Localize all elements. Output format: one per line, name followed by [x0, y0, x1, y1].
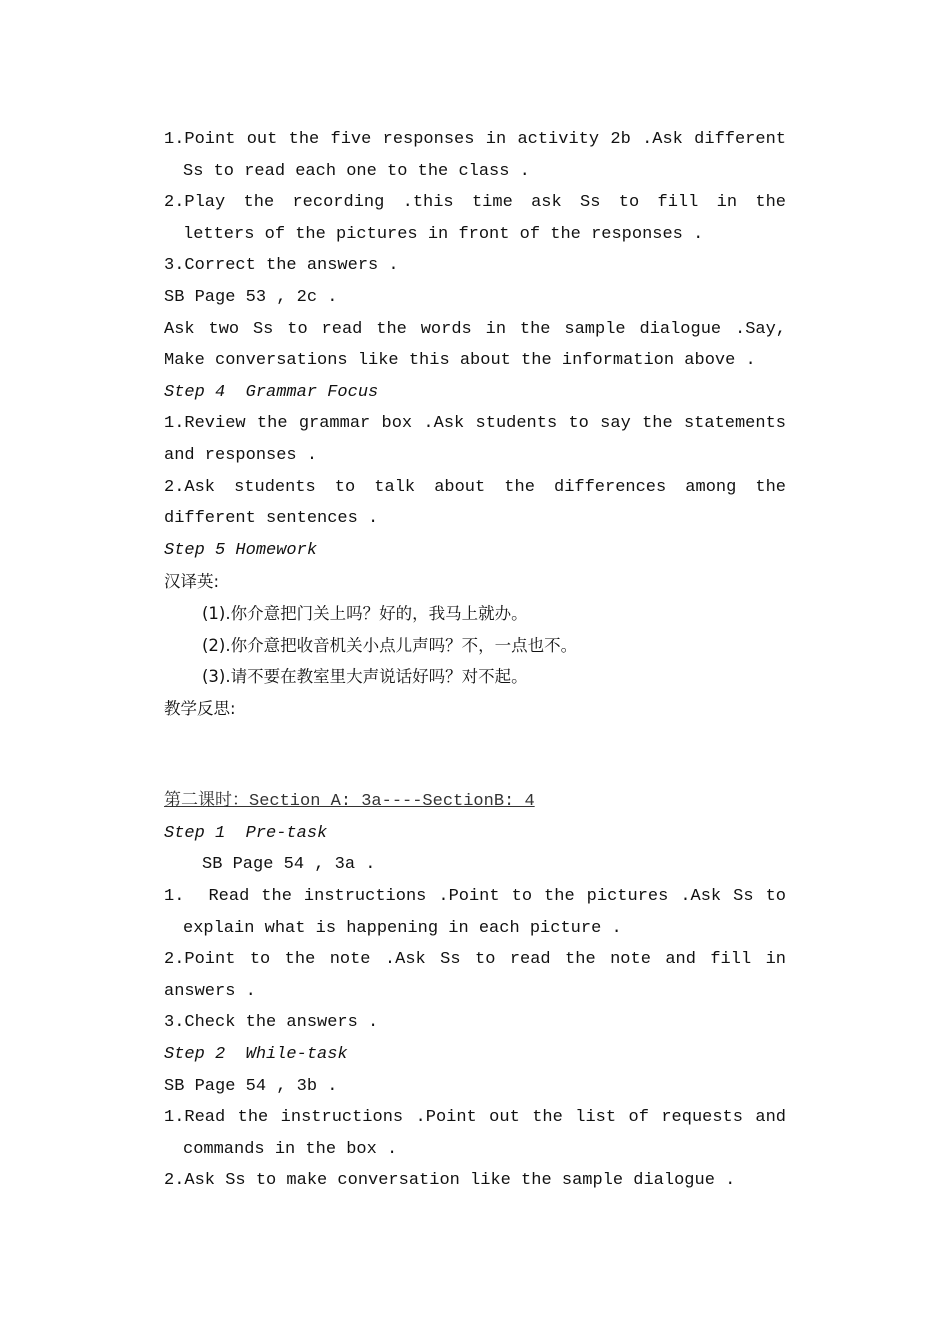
translation-item: (2).你介意把收音机关小点儿声吗？不，一点也不。	[202, 635, 578, 655]
list-item: 2.Ask students to talk about the differences among the different sentences .	[164, 477, 797, 529]
list-item: 3.Check the answers .	[164, 1013, 379, 1033]
document-page	[164, 124, 797, 1197]
list-item: 1.Review the grammar box .Ask students to say the statements and responses .	[164, 414, 797, 465]
homework-label: 汉译英:	[164, 572, 220, 592]
step-heading: Step 1 Pre-task	[164, 823, 328, 843]
list-item: 1.Read the instructions .Point out the list of requests and commands in the box .	[164, 1108, 797, 1159]
step-heading: Step 5 Homework	[164, 540, 318, 560]
translation-item: (3).请不要在教室里大声说话好吗？对不起。	[202, 667, 528, 687]
list-item: 2.Play the recording .this time ask Ss to fill in the letters of the pictures in front of the responses .	[164, 193, 797, 244]
translation-item: (1).你介意把门关上吗？好的，我马上就办。	[202, 603, 528, 623]
paragraph: Ask two Ss to read the words in the sample dialogue .Say, Make conversations like this about the information above .	[164, 319, 797, 371]
list-item: 3.Correct the answers .	[164, 256, 399, 276]
section-spacer	[164, 724, 786, 786]
lesson-heading: 第二课时：Section A: 3a----SectionB: 4	[164, 792, 535, 812]
step-heading: Step 2 While-task	[164, 1045, 348, 1065]
reflection-label: 教学反思:	[164, 698, 236, 718]
textbook-reference: SB Page 54 , 3a .	[202, 855, 376, 875]
list-item: 2.Point to the note .Ask Ss to read the note and fill in answers .	[164, 950, 797, 1001]
list-item: 1. Read the instructions .Point to the pictures .Ask Ss to explain what is happening in each picture .	[164, 887, 797, 938]
step-heading: Step 4 Grammar Focus	[164, 382, 379, 402]
list-item: 2.Ask Ss to make conversation like the sample dialogue .	[164, 1171, 736, 1191]
textbook-reference: SB Page 54 , 3b .	[164, 1076, 338, 1096]
list-item: 1.Point out the five responses in activity 2b .Ask different Ss to read each one to the class .	[164, 130, 797, 181]
textbook-reference: SB Page 53 , 2c .	[164, 287, 338, 307]
